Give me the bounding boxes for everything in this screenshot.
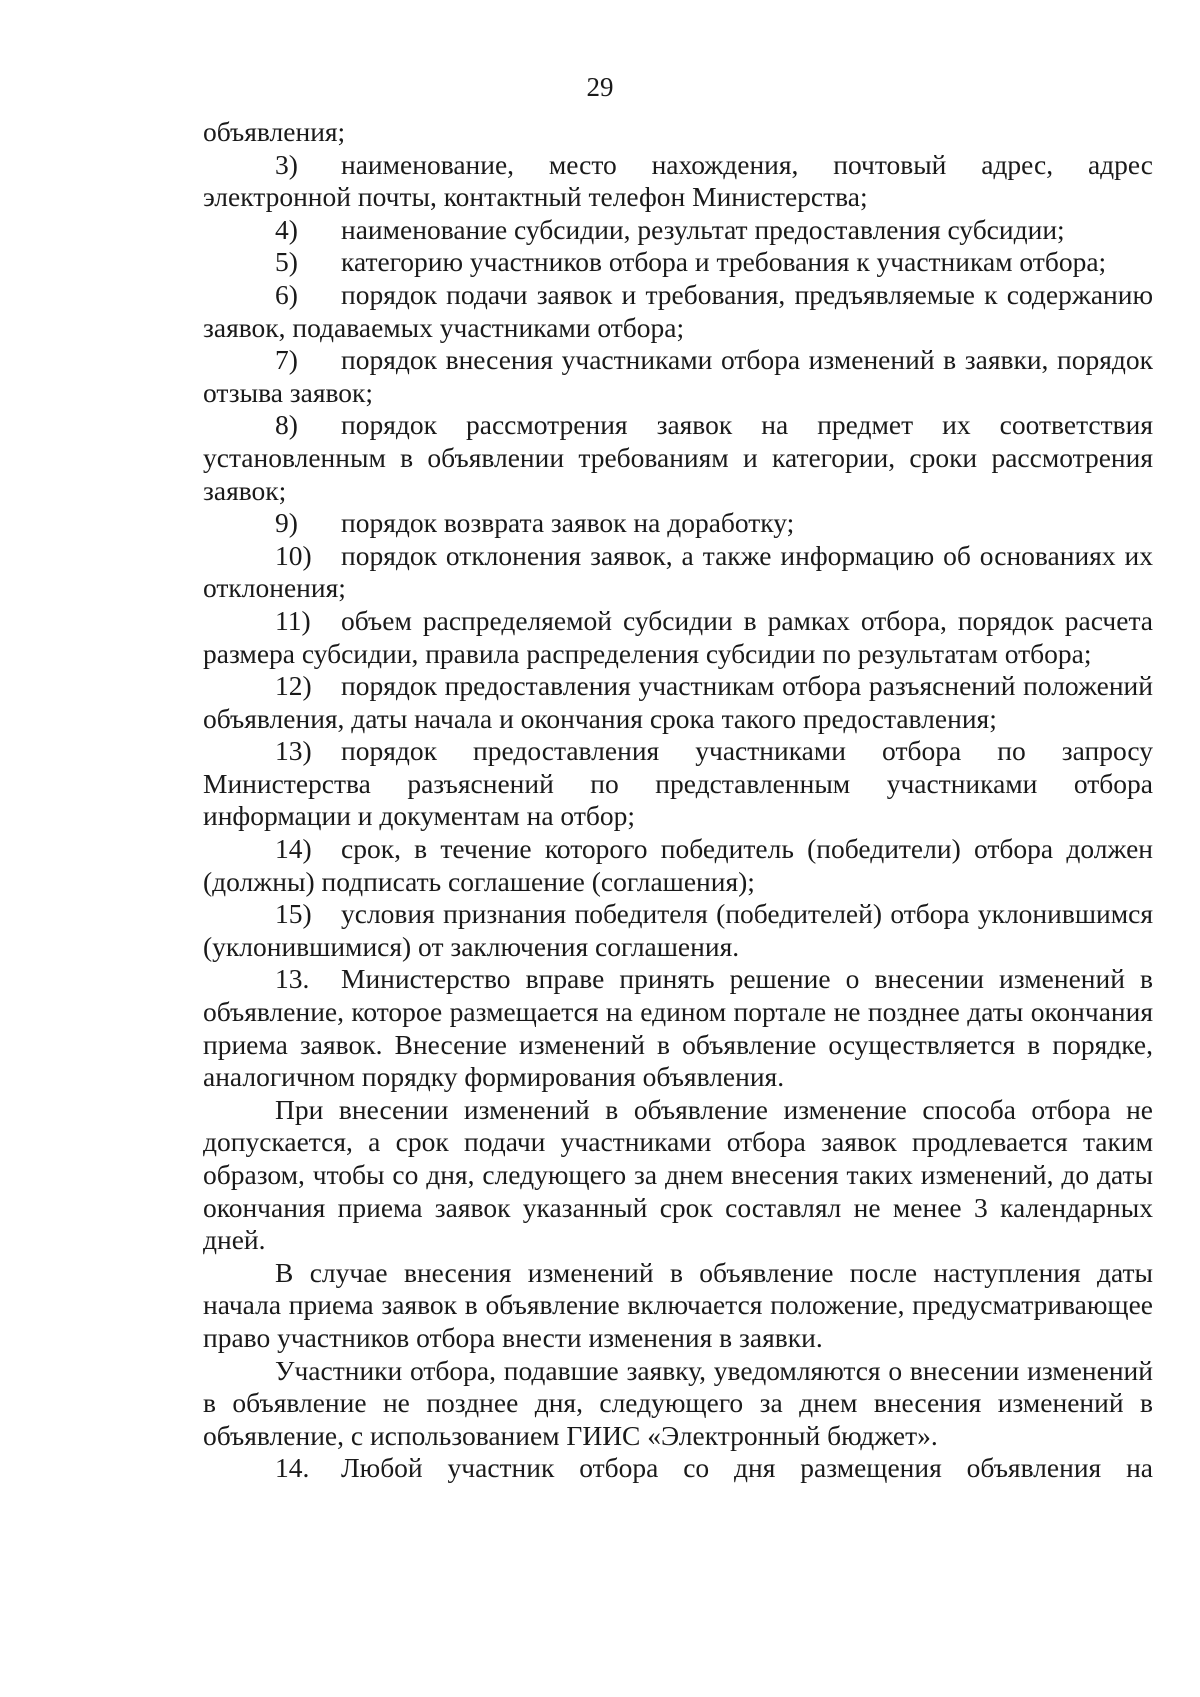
paragraph-text: Участники отбора, подавшие заявку, уведомляются о внесении изменений в объявление не позднее дня, следующего за днем внесения изменений в объявление, с использованием ГИИС «Электронный бюджет». xyxy=(203,1354,1153,1451)
paragraph xyxy=(203,116,1153,149)
page-number: 29 xyxy=(586,72,614,102)
paragraph-number: 3) xyxy=(275,148,298,180)
paragraph-text: наименование субсидии, результат предоставления субсидии; xyxy=(341,213,1065,245)
paragraph-number: 14) xyxy=(275,833,312,865)
paragraph-text: порядок предоставления участникам отбора разъяснений положений объявления, даты начала и окончания срока такого предоставления; xyxy=(203,670,1153,734)
paragraph-text: порядок рассмотрения заявок на предмет их соответствия установленным в объявлении требованиям и категории, сроки рассмотрения заявок; xyxy=(203,409,1153,506)
paragraph-number: 6) xyxy=(275,278,298,310)
paragraph-text: срок, в течение которого победитель (победители) отбора должен (должны) подписать соглашение (соглашения); xyxy=(203,833,1153,897)
paragraph-text: объявления; xyxy=(203,116,346,147)
paragraph-text: порядок подачи заявок и требования, предъявляемые к содержанию заявок, подаваемых участниками отбора; xyxy=(203,278,1153,343)
paragraph-text: объем распределяемой субсидии в рамках отбора, порядок расчета размера субсидии, правила распределения субсидии по результатам отбора; xyxy=(203,604,1153,669)
paragraph-number: 15) xyxy=(275,898,312,930)
paragraph xyxy=(203,214,1153,247)
paragraph-number: 5) xyxy=(275,246,298,278)
paragraph xyxy=(203,605,1153,670)
paragraph-number: 9) xyxy=(275,507,298,539)
paragraph xyxy=(203,344,1153,409)
paragraph-text: наименование, место нахождения, почтовый адрес, адрес электронной почты, контактный телефон Министерства; xyxy=(203,148,1153,213)
paragraph-text: порядок предоставления участниками отбора по запросу Министерства разъяснений по представленным участниками отбора информации и документам на отбор; xyxy=(203,735,1153,832)
paragraph xyxy=(203,833,1153,898)
paragraph xyxy=(203,507,1153,540)
paragraph xyxy=(203,670,1153,735)
paragraph xyxy=(203,1355,1153,1453)
paragraph-number: 10) xyxy=(275,539,312,571)
paragraph xyxy=(203,246,1153,279)
paragraph-number: 13) xyxy=(275,735,312,767)
paragraph-text: порядок отклонения заявок, а также информацию об основаниях их отклонения; xyxy=(203,539,1153,604)
document-body xyxy=(203,116,1153,1485)
paragraph-number: 7) xyxy=(275,344,298,376)
paragraph-text: Министерство вправе принять решение о внесении изменений в объявление, которое размещается на едином портале не позднее даты окончания приема заявок. Внесение изменений в объявление осуществляется в порядке, аналогичном порядку формирования объявления. xyxy=(203,963,1153,1093)
paragraph xyxy=(203,409,1153,507)
paragraph-text: условия признания победителя (победителей) отбора уклонившимся (уклонившимися) от заключения соглашения. xyxy=(203,898,1153,962)
paragraph-number: 8) xyxy=(275,409,298,441)
paragraph xyxy=(203,540,1153,605)
paragraph-text: категорию участников отбора и требования к участникам отбора; xyxy=(341,246,1107,278)
paragraph xyxy=(203,735,1153,833)
paragraph-number: 12) xyxy=(275,670,312,702)
paragraph-number: 13. xyxy=(275,963,310,995)
paragraph xyxy=(203,963,1153,1093)
paragraph xyxy=(203,149,1153,214)
paragraph xyxy=(203,898,1153,963)
paragraph xyxy=(203,279,1153,344)
paragraph-text: При внесении изменений в объявление изменение способа отбора не допускается, а срок подачи участниками отбора заявок продлевается таким образом, чтобы со дня, следующего за днем внесения таких изменений, до даты окончания приема заявок указанный срок составлял не менее 3 календарных дней. xyxy=(203,1093,1153,1256)
paragraph xyxy=(203,1257,1153,1355)
paragraph xyxy=(203,1452,1153,1485)
paragraph-text: порядок возврата заявок на доработку; xyxy=(341,507,795,539)
paragraph xyxy=(203,1094,1153,1257)
paragraph-text: В случае внесения изменений в объявление после наступления даты начала приема заявок в объявление включается положение, предусматривающее право участников отбора внести изменения в заявки. xyxy=(203,1256,1153,1353)
paragraph-number: 14. xyxy=(275,1452,310,1484)
paragraph-number: 4) xyxy=(275,213,298,245)
paragraph-number: 11) xyxy=(275,604,311,636)
paragraph-text: порядок внесения участниками отбора изменений в заявки, порядок отзыва заявок; xyxy=(203,344,1153,408)
paragraph-text: Любой участник отбора со дня размещения объявления на xyxy=(341,1452,1153,1484)
